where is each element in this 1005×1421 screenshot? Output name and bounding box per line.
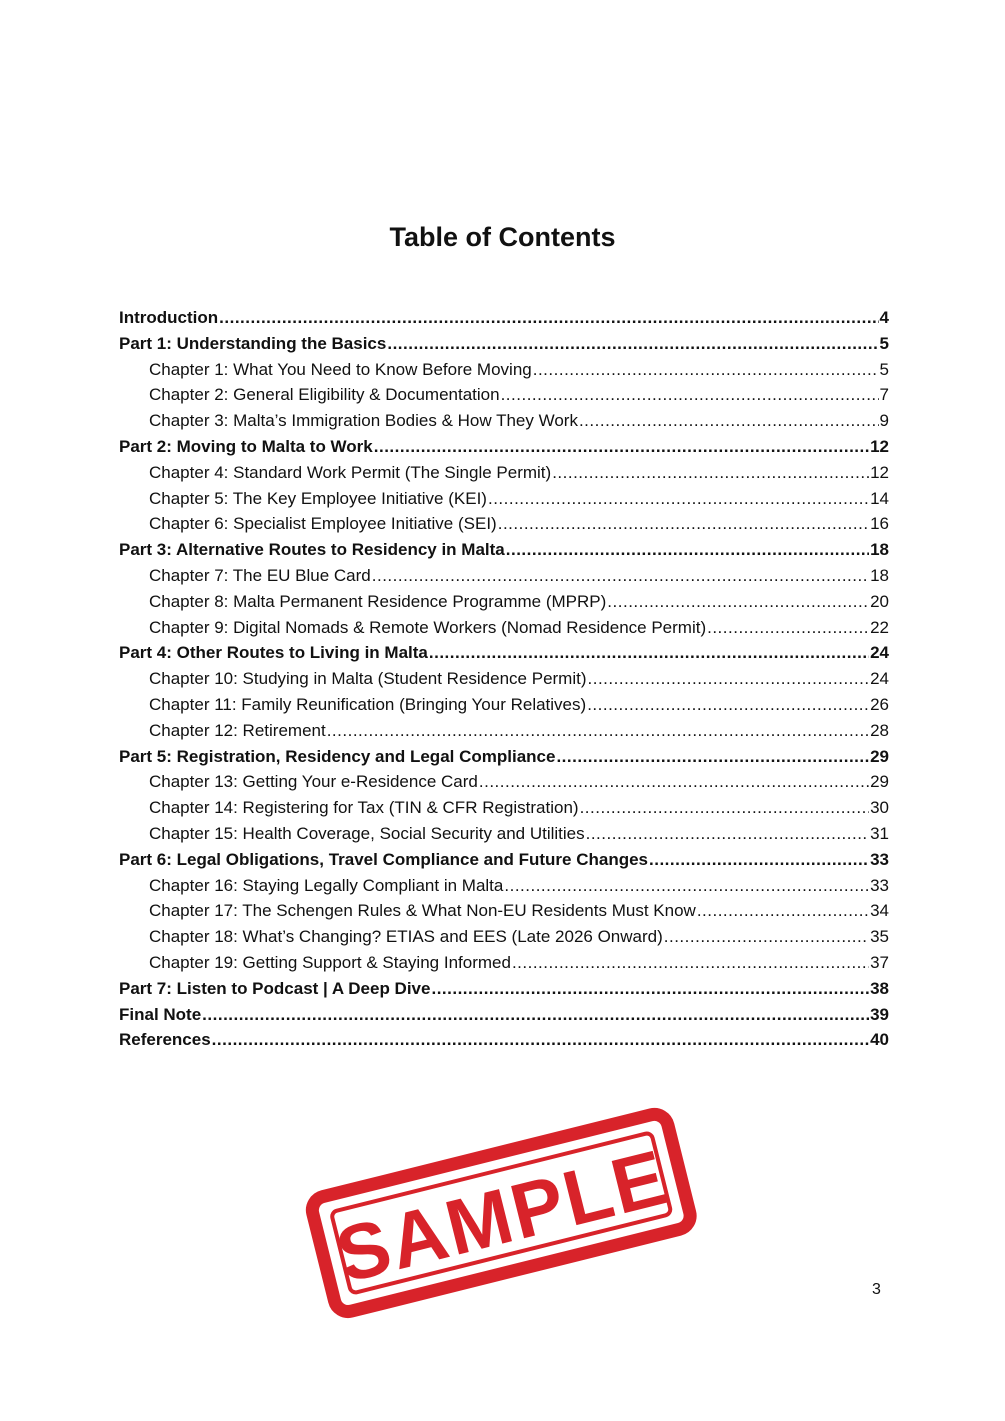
toc-part-entry[interactable] — [119, 850, 889, 876]
toc-entry-label: Part 4: Other Routes to Living in Malta — [119, 643, 428, 663]
toc-entry-page: 16 — [870, 514, 889, 534]
toc-dot-leader — [697, 901, 869, 921]
toc-entry-label: Final Note — [119, 1004, 202, 1024]
toc-dot-leader — [431, 979, 869, 999]
toc-dot-leader — [212, 1030, 869, 1050]
toc-dot-leader — [504, 876, 869, 896]
toc-entry-page: 29 — [870, 772, 889, 792]
toc-entry-page: 14 — [870, 488, 889, 508]
toc-chapter-entry[interactable] — [119, 927, 889, 953]
toc-dot-leader — [586, 824, 869, 844]
toc-chapter-entry[interactable] — [119, 385, 889, 411]
toc-dot-leader — [533, 360, 879, 380]
toc-entry-label: Part 7: Listen to Podcast | A Deep Dive — [119, 978, 431, 998]
toc-chapter-entry[interactable] — [119, 901, 889, 927]
toc-chapter-entry[interactable] — [119, 592, 889, 618]
toc-dot-leader — [649, 850, 869, 870]
toc-dot-leader — [664, 927, 869, 947]
toc-dot-leader — [327, 721, 869, 741]
toc-entry-page: 35 — [870, 927, 889, 947]
toc-entry-label: Part 5: Registration, Residency and Legal Compliance — [119, 746, 556, 766]
toc-dot-leader — [498, 514, 869, 534]
toc-entry-page: 9 — [879, 411, 889, 431]
toc-dot-leader — [607, 592, 869, 612]
toc-part-entry[interactable] — [119, 643, 889, 669]
toc-part-entry[interactable] — [119, 979, 889, 1005]
toc-part-entry[interactable] — [119, 1030, 889, 1056]
toc-entry-label: Chapter 7: The EU Blue Card — [149, 565, 371, 585]
toc-chapter-entry[interactable] — [119, 618, 889, 644]
toc-part-entry[interactable] — [119, 334, 889, 360]
toc-entry-page: 12 — [870, 462, 889, 482]
toc-dot-leader — [202, 1005, 869, 1025]
toc-chapter-entry[interactable] — [119, 876, 889, 902]
toc-entry-page: 37 — [870, 952, 889, 972]
toc-entry-page: 12 — [870, 436, 889, 456]
toc-entry-page: 31 — [870, 823, 889, 843]
toc-entry-page: 29 — [870, 746, 889, 766]
table-of-contents — [119, 308, 889, 1056]
toc-dot-leader — [580, 798, 870, 818]
toc-entry-label: Chapter 14: Registering for Tax (TIN & CFR Registration) — [149, 798, 579, 818]
toc-entry-label: Chapter 18: What’s Changing? ETIAS and EES (Late 2026 Onward) — [149, 927, 663, 947]
toc-entry-page: 40 — [870, 1030, 889, 1050]
toc-entry-label: Chapter 1: What You Need to Know Before Moving — [149, 359, 532, 379]
toc-entry-label: Chapter 4: Standard Work Permit (The Single Permit) — [149, 462, 552, 482]
toc-chapter-entry[interactable] — [119, 463, 889, 489]
toc-chapter-entry[interactable] — [119, 411, 889, 437]
toc-entry-page: 4 — [879, 308, 889, 327]
toc-dot-leader — [501, 385, 879, 405]
toc-entry-label: Part 1: Understanding the Basics — [119, 333, 387, 353]
toc-entry-label: Introduction — [119, 308, 219, 327]
toc-dot-leader — [588, 669, 870, 689]
toc-chapter-entry[interactable] — [119, 721, 889, 747]
toc-entry-label: Chapter 3: Malta’s Immigration Bodies & How They Work — [149, 411, 578, 431]
toc-part-entry[interactable] — [119, 540, 889, 566]
toc-part-entry[interactable] — [119, 747, 889, 773]
sample-stamp — [296, 1096, 706, 1328]
toc-dot-leader — [479, 772, 869, 792]
toc-entry-label: Chapter 13: Getting Your e-Residence Card — [149, 772, 478, 792]
toc-part-entry[interactable] — [119, 308, 889, 334]
toc-chapter-entry[interactable] — [119, 514, 889, 540]
toc-dot-leader — [506, 540, 869, 560]
toc-entry-page: 38 — [870, 978, 889, 998]
toc-entry-label: Chapter 17: The Schengen Rules & What Non-EU Residents Must Know — [149, 901, 696, 921]
toc-entry-page: 24 — [870, 669, 889, 689]
toc-chapter-entry[interactable] — [119, 566, 889, 592]
toc-chapter-entry[interactable] — [119, 360, 889, 386]
toc-entry-page: 30 — [870, 798, 889, 818]
toc-entry-page: 39 — [870, 1004, 889, 1024]
toc-entry-label: Chapter 8: Malta Permanent Residence Programme (MPRP) — [149, 591, 607, 611]
toc-entry-label: Part 6: Legal Obligations, Travel Compliance and Future Changes — [119, 849, 649, 869]
toc-dot-leader — [556, 747, 869, 767]
toc-dot-leader — [374, 437, 869, 457]
toc-dot-leader — [587, 695, 869, 715]
toc-dot-leader — [512, 953, 869, 973]
toc-dot-leader — [219, 308, 878, 328]
toc-entry-label: Chapter 5: The Key Employee Initiative (KEI) — [149, 488, 487, 508]
toc-entry-page: 20 — [870, 591, 889, 611]
toc-entry-page: 34 — [870, 901, 889, 921]
toc-entry-label: References — [119, 1030, 211, 1050]
toc-entry-label: Part 2: Moving to Malta to Work — [119, 436, 373, 456]
toc-chapter-entry[interactable] — [119, 489, 889, 515]
toc-chapter-entry[interactable] — [119, 772, 889, 798]
toc-part-entry[interactable] — [119, 437, 889, 463]
toc-entry-label: Chapter 9: Digital Nomads & Remote Workers (Nomad Residence Permit) — [149, 617, 707, 637]
page-title: Table of Contents — [389, 222, 616, 252]
toc-dot-leader — [429, 643, 869, 663]
toc-chapter-entry[interactable] — [119, 953, 889, 979]
toc-entry-page: 26 — [870, 694, 889, 714]
toc-entry-page: 33 — [870, 849, 889, 869]
toc-dot-leader — [552, 463, 869, 483]
toc-entry-page: 24 — [870, 643, 889, 663]
toc-entry-page: 28 — [870, 720, 889, 740]
toc-entry-page: 5 — [879, 359, 889, 379]
toc-entry-page: 5 — [879, 333, 889, 353]
toc-dot-leader — [707, 618, 869, 638]
toc-part-entry[interactable] — [119, 1005, 889, 1031]
toc-entry-label: Chapter 12: Retirement — [149, 720, 326, 740]
toc-entry-label: Chapter 16: Staying Legally Compliant in Malta — [149, 875, 504, 895]
toc-entry-label: Part 3: Alternative Routes to Residency in Malta — [119, 540, 505, 560]
toc-entry-page: 18 — [870, 540, 889, 560]
toc-chapter-entry[interactable] — [119, 695, 889, 721]
toc-chapter-entry[interactable] — [119, 798, 889, 824]
toc-chapter-entry[interactable] — [119, 824, 889, 850]
toc-entry-page: 33 — [870, 875, 889, 895]
toc-entry-label: Chapter 15: Health Coverage, Social Security and Utilities — [149, 823, 585, 843]
toc-entry-page: 22 — [870, 617, 889, 637]
toc-chapter-entry[interactable] — [119, 669, 889, 695]
toc-dot-leader — [387, 334, 878, 354]
page-number: 3 — [872, 1281, 881, 1298]
toc-dot-leader — [488, 489, 869, 509]
toc-entry-page: 18 — [870, 565, 889, 585]
toc-entry-label: Chapter 19: Getting Support & Staying Informed — [149, 952, 511, 972]
toc-entry-label: Chapter 11: Family Reunification (Bringing Your Relatives) — [149, 694, 587, 714]
toc-dot-leader — [372, 566, 869, 586]
toc-entry-label: Chapter 2: General Eligibility & Documentation — [149, 385, 500, 405]
stamp-text: SAMPLE — [327, 1132, 677, 1300]
toc-entry-label: Chapter 10: Studying in Malta (Student Residence Permit) — [149, 669, 587, 689]
toc-entry-label: Chapter 6: Specialist Employee Initiative (SEI) — [149, 514, 497, 534]
toc-entry-page: 7 — [879, 385, 889, 405]
toc-dot-leader — [579, 411, 879, 431]
